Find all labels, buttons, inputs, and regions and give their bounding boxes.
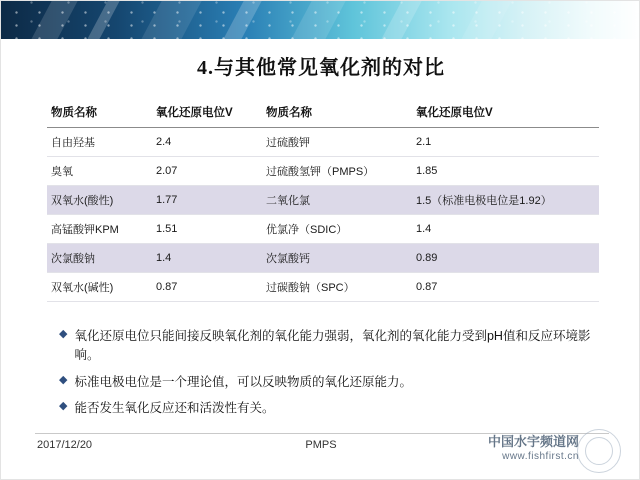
list-item-text: 氧化还原电位只能间接反映氧化剂的氧化能力强弱，氧化剂的氧化能力受到pH值和反应环境影响。 (74, 329, 591, 363)
table-cell: 1.51 (152, 215, 262, 244)
list-item (59, 399, 599, 418)
comparison-table-container (47, 97, 599, 302)
table-cell: 过硫酸钾 (262, 128, 412, 157)
list-item (59, 373, 599, 392)
table-row (47, 215, 599, 244)
table-cell: 过碳酸钠（SPC） (262, 273, 412, 302)
table-cell: 双氧水(碱性) (47, 273, 152, 302)
table-cell: 二氧化氯 (262, 186, 412, 215)
watermark-title: 中国水宇频道网 (487, 434, 579, 449)
table-row (47, 273, 599, 302)
diamond-bullet-icon: ◆ (59, 373, 68, 386)
page-title: 4.与其他常见氧化剂的对比 (197, 57, 445, 79)
table-header-row (47, 97, 599, 128)
watermark (455, 429, 625, 473)
table-cell: 过硫酸氢钾（PMPS） (262, 157, 412, 186)
table-row (47, 128, 599, 157)
diamond-bullet-icon: ◆ (59, 400, 68, 413)
table-row (47, 244, 599, 273)
table-row (47, 186, 599, 215)
table-row (47, 157, 599, 186)
table-header-cell: 物质名称 (47, 97, 152, 128)
table-cell: 高锰酸钾KPM (47, 215, 152, 244)
table-cell: 1.77 (152, 186, 262, 215)
table-cell: 自由羟基 (47, 128, 152, 157)
table-header-cell: 氧化还原电位V (412, 97, 599, 128)
list-item-text: 能否发生氧化反应还和活泼性有关。 (74, 401, 275, 416)
watermark-url: www.fishfirst.cn (502, 451, 579, 462)
table-cell: 1.5（标准电极电位是1.92） (412, 186, 599, 215)
table-cell: 次氯酸钙 (262, 244, 412, 273)
table-cell: 2.07 (152, 157, 262, 186)
comparison-table (47, 97, 599, 302)
table-cell: 2.4 (152, 128, 262, 157)
list-item-text: 标准电极电位是一个理论值，可以反映物质的氧化还原能力。 (74, 374, 412, 389)
table-cell: 1.4 (412, 215, 599, 244)
table-cell: 双氧水(酸性) (47, 186, 152, 215)
table-cell: 1.85 (412, 157, 599, 186)
table-header-cell: 物质名称 (262, 97, 412, 128)
table-cell: 臭氧 (47, 157, 152, 186)
bullet-list (59, 327, 599, 426)
table-cell: 0.87 (152, 273, 262, 302)
table-cell: 0.87 (412, 273, 599, 302)
diamond-bullet-icon: ◆ (59, 328, 68, 340)
list-item (59, 327, 599, 366)
footer-date: 2017/12/20 (37, 439, 93, 451)
table-header-cell: 氧化还原电位V (152, 97, 262, 128)
decorative-header-band (1, 1, 640, 39)
table-cell: 0.89 (412, 244, 599, 273)
table-cell: 优氯净（SDIC） (262, 215, 412, 244)
table-cell: 1.4 (152, 244, 262, 273)
table-cell: 2.1 (412, 128, 599, 157)
watermark-logo-icon (577, 429, 621, 473)
footer-label: PMPS (305, 439, 337, 451)
table-cell: 次氯酸钠 (47, 244, 152, 273)
